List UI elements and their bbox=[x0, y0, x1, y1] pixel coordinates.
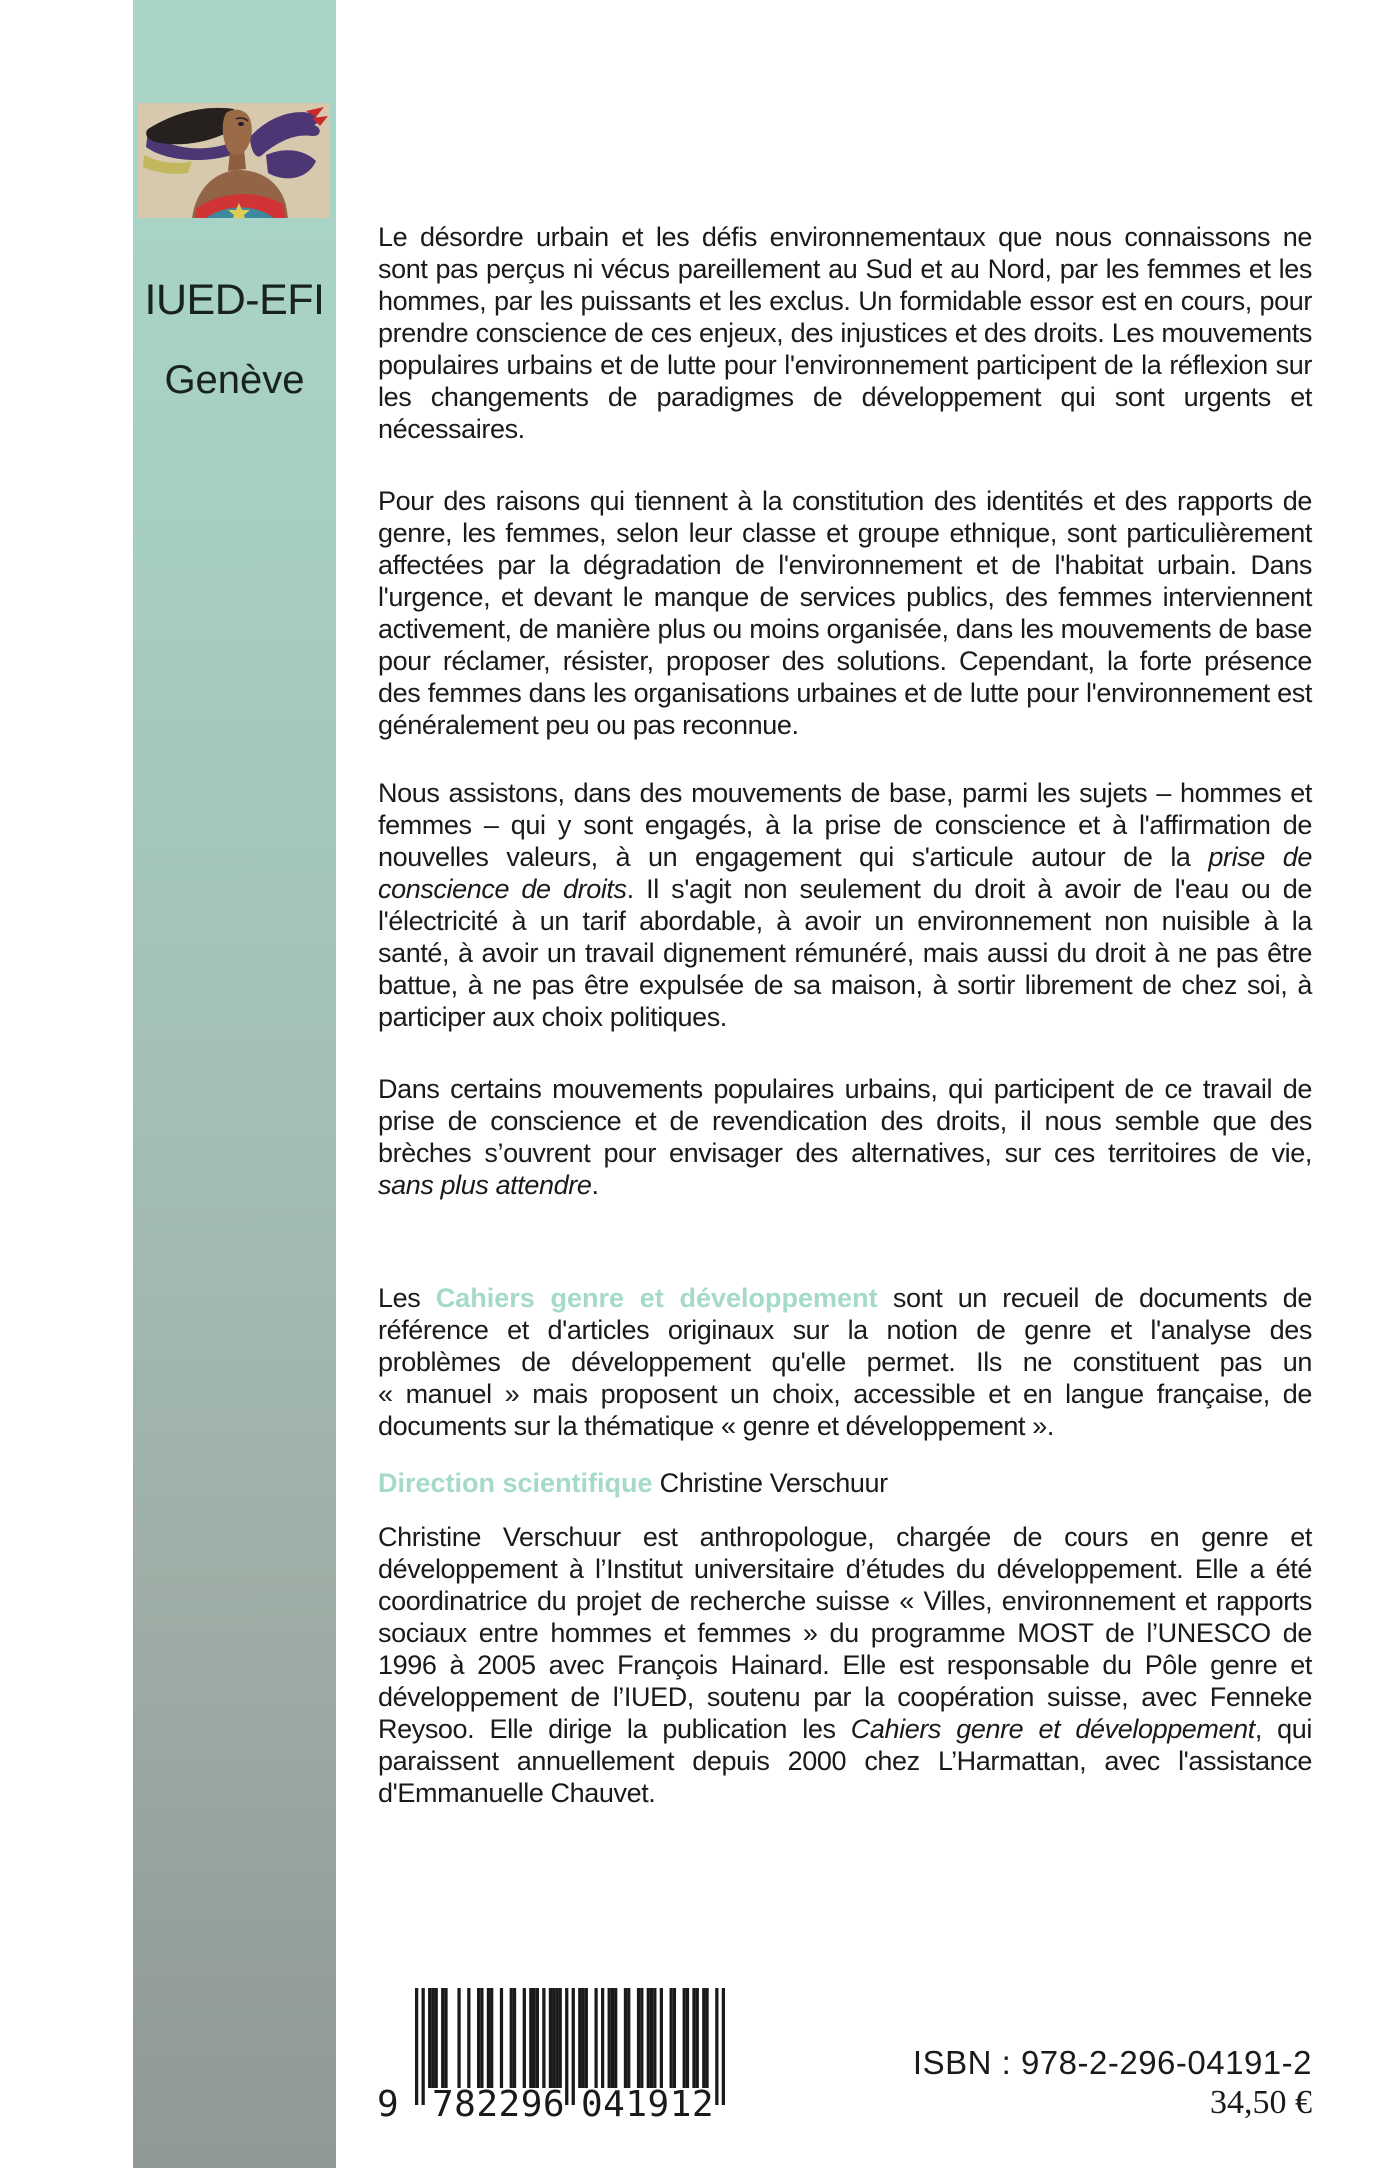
paragraph-alternatives: Dans certains mouvements populaires urbains, qui participent de ce travail de prise de conscience et de revendication des droits, il nous semble que des brèches s’ouvrent pour envisager des alternatives, sur ces territoires de vie, sans plus attendre. bbox=[378, 1074, 1312, 1200]
paragraph-author-bio: Christine Verschuur est anthropologue, chargée de cours en genre et développement à l’Institut universitaire d’études du développement. Elle a été coordinatrice du projet de recherche suisse « Villes, environnement et rapports sociaux entre hommes et femmes » du programme MOST de l’UNESCO de 1996 à 2005 avec François Hainard. Elle est responsable du Pôle genre et développement de l’IUED, soutenu par la coopération suisse, avec Fenneke Reysoo. Elle dirige la publication les Cahiers genre et développement, qui paraissent annuellement depuis 2000 chez L’Harmattan, avec l'assistance d'Emmanuelle Chauvet. bbox=[378, 1522, 1312, 1808]
ean13-barcode bbox=[375, 1988, 735, 2125]
price-label: 34,50 € bbox=[1210, 2084, 1312, 2121]
isbn-label: ISBN : 978-2-296-04191-2 bbox=[912, 2044, 1312, 2081]
publisher-sidebar bbox=[133, 0, 336, 2168]
barcode-digit-group1: 782296 bbox=[432, 2084, 566, 2125]
publisher-city: Genève bbox=[164, 358, 305, 402]
scientific-direction-line: Direction scientifique Christine Verschuur bbox=[378, 1468, 888, 1498]
paragraph-rights-awareness: Nous assistons, dans des mouvements de base, parmi les sujets – hommes et femmes – qui y sont engagés, à la prise de conscience et à l'affirmation de nouvelles valeurs, à un engagement qui s'articule autour de la prise de conscience de droits. Il s'agit non seulement du droit à avoir de l'eau ou de l'électricité à un tarif abordable, à avoir un environnement non nuisible à la santé, à avoir un travail dignement rémunéré, mais aussi du droit à ne pas être battue, à ne pas être expulsée de sa maison, à sortir librement de chez soi, à participer aux choix politiques. bbox=[378, 778, 1313, 1032]
paragraph-urban-disorder: Le désordre urbain et les défis environnementaux que nous connaissons ne sont pas perçus ni vécus pareillement au Sud et au Nord, par les femmes et les hommes, par les puissants et les exclus. Un formidable essor est en cours, pour prendre conscience de ces enjeux, des injustices et des droits. Les mouvements populaires urbains et de lutte pour l'environnement participent de la réflexion sur les changements de paradigmes de développement qui sont urgents et nécessaires. bbox=[378, 222, 1312, 444]
barcode-digit-group2: 041912 bbox=[581, 2084, 715, 2125]
back-cover-text bbox=[378, 221, 1312, 1809]
paragraph-gender-identities: Pour des raisons qui tiennent à la constitution des identités et des rapports de genre, les femmes, selon leur classe et groupe ethnique, sont particulièrement affectées par la dégradation de l'environnement et de l'habitat urbain. Dans l'urgence, et devant le manque de services publics, des femmes interviennent activement, de manière plus ou moins organisée, dans les mouvements de base pour réclamer, résister, proposer des solutions. Cependant, la forte présence des femmes dans les organisations urbaines et de lutte pour l'environnement est généralement peu ou pas reconnue. bbox=[378, 486, 1312, 740]
publisher-name: IUED-EFI bbox=[144, 276, 325, 324]
barcode-digit-lead: 9 bbox=[377, 2084, 399, 2125]
paragraph-series-note: Les Cahiers genre et développement sont un recueil de documents de référence et d'articles originaux sur la notion de genre et l'analyse des problèmes de développement qu'elle permet. Ils ne constituent pas un « manuel » mais proposent un choix, accessible et en langue française, de documents sur la thématique « genre et développement ». bbox=[378, 1283, 1312, 1441]
cover-artwork-image bbox=[138, 103, 330, 218]
